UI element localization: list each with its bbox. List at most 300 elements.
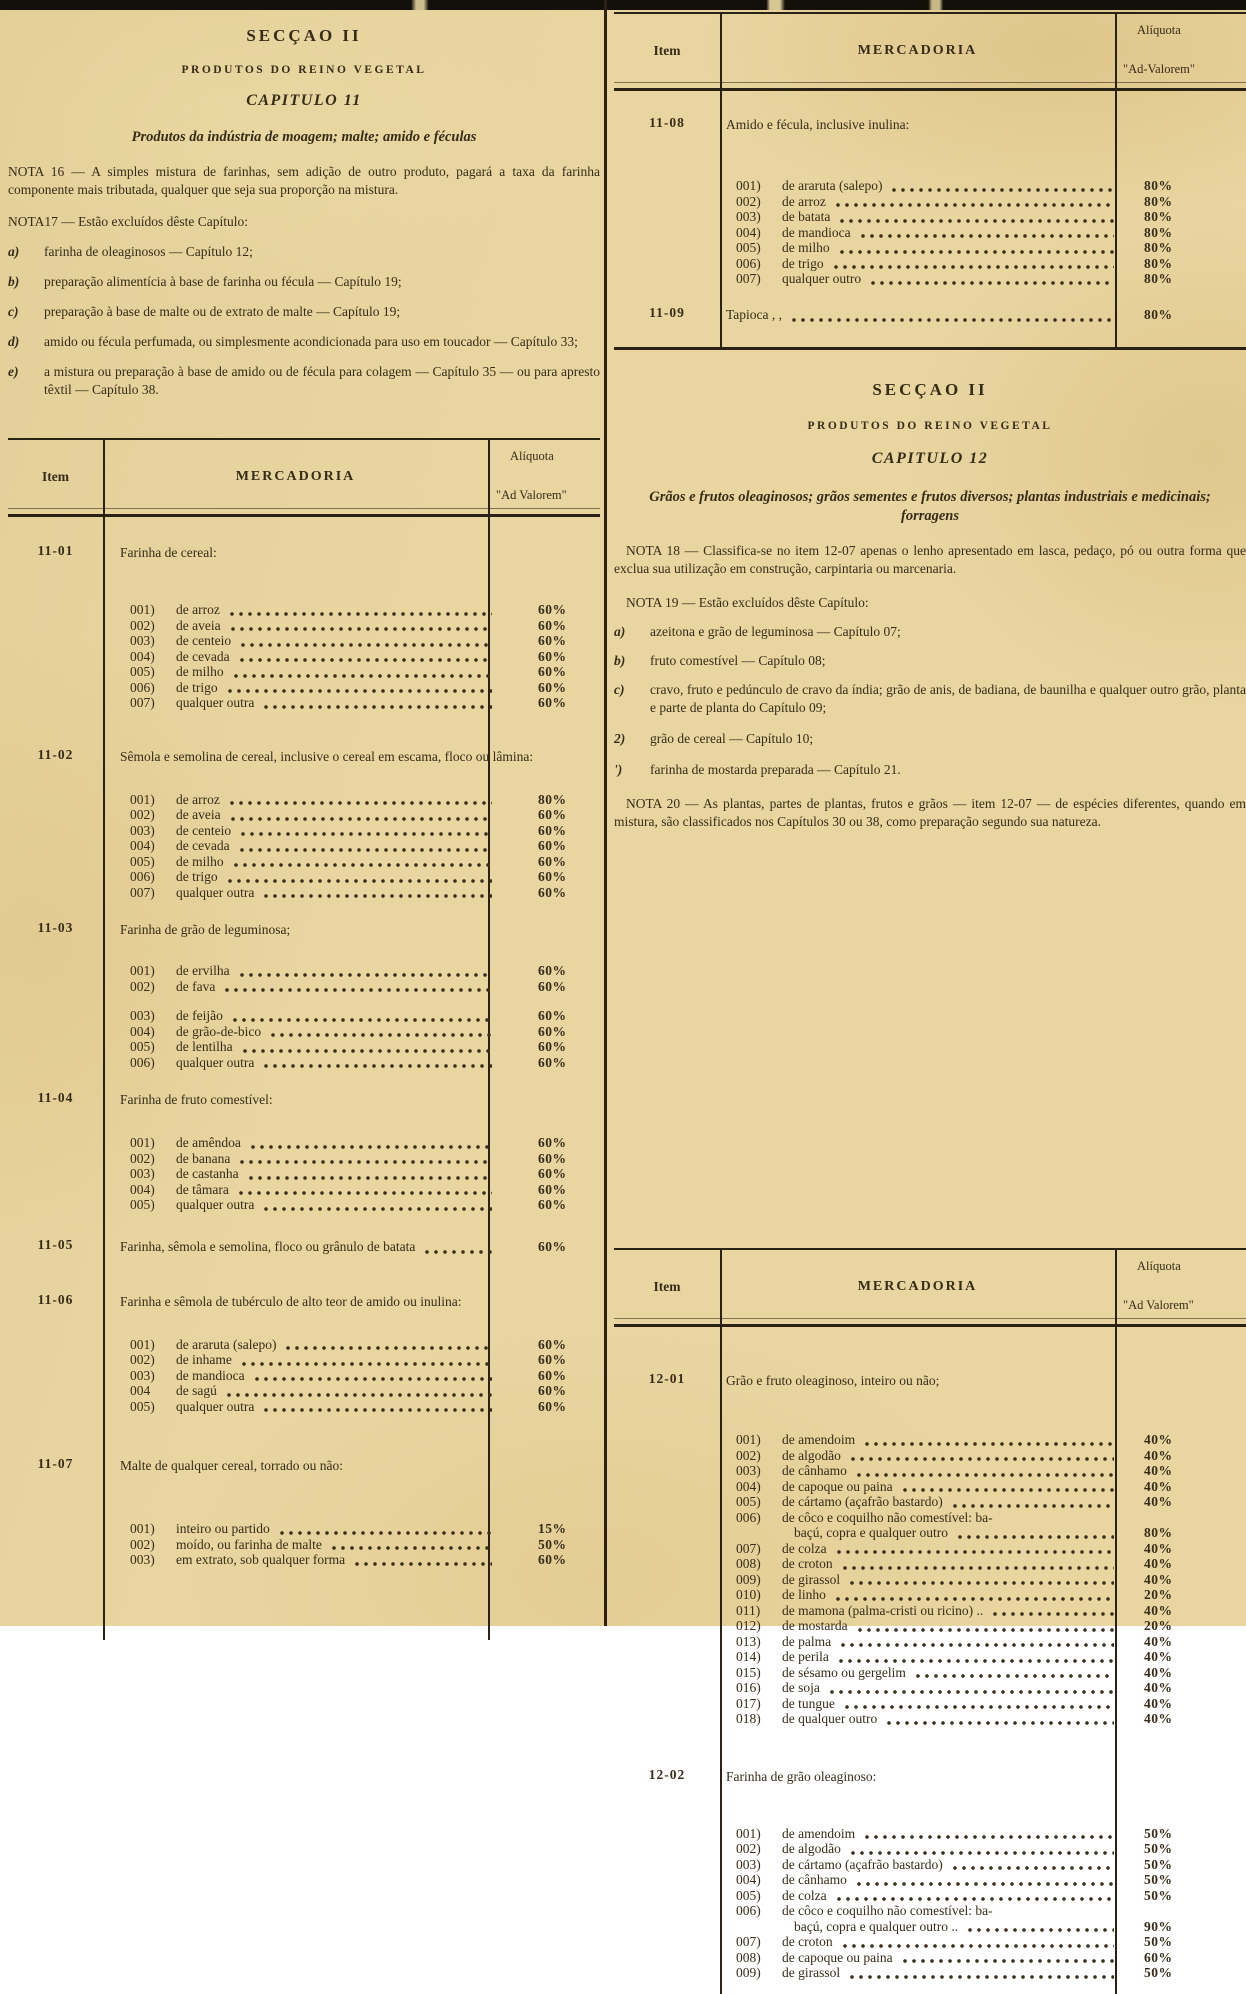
- row-code: 012): [736, 1618, 761, 1633]
- dotted-leader: [227, 1393, 492, 1397]
- entry-header: [8, 1237, 600, 1256]
- row-label: de trigo: [176, 869, 218, 884]
- row-rate: 50%: [1144, 1872, 1173, 1887]
- exclusion-letter: a): [8, 244, 20, 259]
- row-label: de cevada: [176, 648, 230, 664]
- row-label: de milho: [176, 664, 224, 679]
- chapter-12-title: Grãos e frutos oleaginosos; grãos sementes e frutos diversos; plantas industriais e medicinais; forragens: [649, 489, 1211, 524]
- tariff-row: [614, 256, 1246, 272]
- tariff-row: [614, 1541, 1246, 1557]
- tariff-row: [8, 1166, 600, 1182]
- row-rate: 60%: [538, 648, 567, 664]
- tariff-row: [8, 1383, 600, 1399]
- table-header: [614, 14, 1246, 91]
- exclusion-text: fruto comestível — Capítulo 08;: [650, 653, 826, 668]
- tariff-row: [8, 1197, 600, 1213]
- chapter-12-exclusion-list: [614, 623, 1246, 779]
- ad-valorem-label: "Ad Valorem": [1123, 1298, 1194, 1312]
- entry-item-number: 11-08: [649, 115, 685, 130]
- tariff-row: [8, 680, 600, 696]
- column-header-mercadoria: MERCADORIA: [857, 43, 978, 58]
- tariff-entry-11-04: [8, 1090, 600, 1213]
- right-column-text: [614, 380, 1246, 1248]
- exclusion-letter: 2): [614, 731, 626, 746]
- row-label: de croton: [782, 1934, 833, 1949]
- tariff-table-chapter-11: [8, 438, 600, 1640]
- row-rate: 50%: [1144, 1887, 1173, 1903]
- dotted-leader: [830, 1690, 1114, 1694]
- entry-header: [8, 747, 600, 766]
- row-label: de girassol: [782, 1965, 841, 1980]
- tariff-row: [8, 633, 600, 649]
- row-label: de cártamo (açafrão bastardo): [782, 1856, 943, 1872]
- row-rate: 40%: [1144, 1633, 1173, 1649]
- row-rate: 40%: [1144, 1478, 1173, 1494]
- row-rate: 40%: [1144, 1664, 1173, 1680]
- dotted-leader: [903, 1959, 1114, 1963]
- row-rate: 40%: [1144, 1695, 1173, 1711]
- row-code: 002): [130, 1536, 155, 1552]
- tariff-row: [614, 1510, 1246, 1526]
- row-label: de côco e coquilho não comestível: ba-: [782, 1903, 993, 1918]
- entry-rate: 80%: [1144, 306, 1173, 322]
- row-code: 003): [736, 209, 761, 224]
- row-label: de milho: [176, 853, 224, 869]
- entry-title: Malte de qualquer cereal, torrado ou não:: [120, 1458, 344, 1473]
- column-header-item: Item: [653, 43, 681, 58]
- tariff-row: [8, 823, 600, 839]
- exclusion-letter: b): [614, 653, 626, 668]
- row-label: de amêndoa: [176, 1135, 241, 1150]
- row-label: de grão-de-bico: [176, 1023, 262, 1039]
- tariff-row: [8, 1368, 600, 1384]
- row-label: de centeio: [176, 822, 232, 838]
- row-rate: 80%: [1144, 1525, 1173, 1540]
- dotted-leader: [228, 689, 492, 693]
- entry-title: Farinha de cereal:: [120, 545, 217, 560]
- tariff-row: [8, 869, 600, 885]
- row-code: 003): [130, 822, 155, 838]
- entry-item-number: 11-02: [37, 746, 74, 762]
- dotted-leader: [240, 658, 492, 662]
- entry-header: [614, 1767, 1246, 1786]
- exclusion-letter: '): [614, 762, 623, 777]
- dotted-leader: [264, 1207, 492, 1211]
- exclusion-text: a mistura ou preparação à base de amido ou de fécula para colagem — Capítulo 35 — ou para apresto têxtil — Capítulo 38.: [44, 364, 600, 397]
- dotted-leader: [231, 627, 492, 631]
- dotted-leader: [355, 1562, 492, 1566]
- entry-title: Amido e fécula, inclusive inulina:: [726, 117, 910, 132]
- row-label: de banana: [176, 1150, 231, 1166]
- column-header-aliquota: [488, 440, 600, 514]
- row-code: 001): [736, 1825, 761, 1841]
- row-code: 007): [736, 1934, 761, 1949]
- row-code: 001): [130, 1336, 155, 1352]
- chapter-11-heading: CAPITULO 11: [246, 92, 362, 109]
- row-label: de aveia: [176, 617, 221, 633]
- row-label: de trigo: [782, 255, 824, 271]
- tariff-row: [8, 1135, 600, 1151]
- row-code: 004): [130, 648, 155, 664]
- dotted-leader: [834, 265, 1114, 269]
- row-rate: 60%: [538, 1367, 567, 1383]
- tariff-entry-11-03: [8, 920, 600, 1070]
- tariff-row-continuation: [614, 1919, 1246, 1935]
- tariff-row: [614, 1634, 1246, 1650]
- row-code: 002): [736, 1447, 761, 1463]
- note-16: NOTA 16 — A simples mistura de farinhas, sem adição de outro produto, pagará a taxa da farinha componente mais tributada, qualquer que seja sua proporção na mistura.: [8, 164, 600, 197]
- dotted-leader: [968, 1928, 1114, 1932]
- tariff-row: [614, 271, 1246, 287]
- entry-title-text: Tapioca , ,: [726, 306, 783, 322]
- tariff-entry-12-02: [614, 1767, 1246, 1981]
- row-label: de capoque ou paina: [782, 1949, 893, 1965]
- row-label: de mandioca: [176, 1367, 245, 1383]
- entry-header: [8, 1292, 600, 1311]
- row-label: de milho: [782, 240, 830, 255]
- tariff-row: [614, 240, 1246, 256]
- aliquota-label: Alíquota: [1137, 23, 1181, 37]
- exclusion-item: [8, 273, 600, 291]
- row-label: de croton: [782, 1556, 833, 1571]
- dotted-leader: [225, 988, 492, 992]
- row-code: 010): [736, 1587, 761, 1602]
- exclusion-item: [614, 730, 1246, 748]
- exclusion-item: [614, 761, 1246, 779]
- table-header: [614, 1250, 1246, 1327]
- row-rate: 60%: [538, 617, 567, 633]
- left-column: [8, 12, 600, 1626]
- table-body: [614, 1327, 1246, 1981]
- exclusion-item: [8, 303, 600, 321]
- row-code: 006): [736, 1903, 761, 1918]
- ad-valorem-label: "Ad Valorem": [496, 488, 567, 502]
- row-code: 006): [130, 679, 155, 695]
- row-label: de soja: [782, 1680, 820, 1695]
- tariff-entry-11-06: [8, 1292, 600, 1415]
- entry-item-number: 11-09: [649, 304, 685, 320]
- right-column: [614, 12, 1246, 1980]
- column-header-mercadoria: MERCADORIA: [857, 1279, 978, 1294]
- aliquota-label: Alíquota: [510, 449, 554, 463]
- dotted-leader: [843, 1566, 1114, 1570]
- entry-title: Farinha de grão de leguminosa;: [120, 922, 291, 937]
- row-rate: 40%: [1144, 1463, 1173, 1478]
- row-rate: 60%: [538, 1181, 567, 1197]
- entry-item-number: 11-03: [37, 920, 74, 935]
- exclusion-item: [614, 623, 1246, 641]
- tariff-row: [8, 602, 600, 618]
- tariff-table-chapter-12: [614, 1248, 1246, 1994]
- tariff-entry-11-02: [8, 747, 600, 901]
- tariff-row: [8, 979, 600, 995]
- row-rate: 40%: [1144, 1540, 1173, 1556]
- row-code: 007): [130, 884, 155, 900]
- row-code: 001): [130, 602, 155, 617]
- dotted-leader: [280, 1531, 492, 1535]
- row-label: de arroz: [176, 791, 220, 807]
- tariff-row: [614, 1618, 1246, 1634]
- dotted-leader: [958, 1535, 1114, 1539]
- row-label: de aveia: [176, 807, 221, 822]
- entry-title: Grão e fruto oleaginoso, inteiro ou não;: [726, 1373, 940, 1388]
- exclusion-letter: c): [8, 304, 19, 319]
- row-label: de amendoim: [782, 1432, 856, 1447]
- row-label: qualquer outra: [176, 1398, 255, 1414]
- row-label: de capoque ou paina: [782, 1478, 893, 1494]
- tariff-table-chapter-11-continued: [614, 12, 1246, 350]
- entry-item-number: 12-02: [648, 1766, 686, 1782]
- dotted-leader: [241, 643, 492, 647]
- exclusion-text: preparação alimentícia à base de farinha ou fécula — Capítulo 19;: [44, 274, 402, 289]
- row-label: de cártamo (açafrão bastardo): [782, 1494, 943, 1509]
- row-code: 003): [130, 1367, 155, 1383]
- dotted-leader: [916, 1674, 1114, 1678]
- row-rate: 20%: [1144, 1618, 1173, 1633]
- tariff-row: [8, 664, 600, 680]
- row-label: de batata: [782, 209, 831, 224]
- row-code: 007): [130, 695, 155, 710]
- row-rate: 60%: [1144, 1949, 1173, 1965]
- tariff-row: [8, 1039, 600, 1055]
- tariff-row: [8, 649, 600, 665]
- row-rate: 60%: [538, 602, 567, 617]
- entry-rate: 60%: [538, 1238, 567, 1254]
- chapter-11-title: Produtos da indústria de moagem; malte; amido e féculas: [131, 129, 477, 145]
- dotted-leader: [234, 863, 492, 867]
- dotted-leader: [264, 705, 492, 709]
- table-body: [8, 517, 600, 1568]
- dotted-leader: [249, 1176, 492, 1180]
- row-code: 005): [130, 664, 155, 679]
- dotted-leader: [255, 1377, 492, 1381]
- tariff-entry-12-01: [614, 1371, 1246, 1727]
- tariff-row: [614, 1603, 1246, 1619]
- row-rate: 60%: [538, 1150, 567, 1166]
- row-code: 008): [736, 1556, 761, 1571]
- dotted-leader: [243, 1049, 492, 1053]
- row-label: qualquer outra: [176, 1197, 255, 1212]
- dotted-leader: [843, 1944, 1114, 1948]
- exclusion-item: [614, 652, 1246, 670]
- tariff-row: [8, 1182, 600, 1198]
- tariff-entry-11-07: [8, 1456, 600, 1568]
- tariff-row: [614, 1587, 1246, 1603]
- tariff-row: [8, 838, 600, 854]
- row-code: 006): [130, 1054, 155, 1070]
- entry-item-number: 11-06: [37, 1291, 74, 1307]
- row-rate: 60%: [538, 853, 567, 869]
- row-code: 018): [736, 1711, 761, 1726]
- tariff-row: [614, 178, 1246, 194]
- tariff-row: [8, 1352, 600, 1368]
- row-label: de arroz: [176, 602, 220, 617]
- row-code: 009): [736, 1965, 761, 1980]
- row-code: 001): [736, 178, 761, 193]
- entry-item-number: 11-05: [37, 1236, 74, 1252]
- dotted-leader: [271, 1033, 492, 1037]
- tariff-row: [614, 1826, 1246, 1842]
- dotted-leader: [240, 848, 492, 852]
- entry-item-number: 11-04: [37, 1090, 74, 1105]
- tariff-row: [8, 854, 600, 870]
- tariff-row: [614, 209, 1246, 225]
- exclusion-item: [614, 681, 1246, 717]
- tariff-row: [614, 1680, 1246, 1696]
- row-code: 003): [736, 1463, 761, 1478]
- row-code: 002): [736, 193, 761, 209]
- row-rate: 50%: [1144, 1965, 1173, 1980]
- dotted-leader: [836, 1597, 1114, 1601]
- dotted-leader: [840, 250, 1114, 254]
- row-code: 008): [736, 1949, 761, 1965]
- dotted-leader: [851, 1851, 1114, 1855]
- tariff-row: [614, 1494, 1246, 1510]
- row-label: de castanha: [176, 1166, 239, 1181]
- row-code: 001): [130, 791, 155, 807]
- tariff-row: [8, 1399, 600, 1415]
- row-rate: 15%: [538, 1521, 567, 1536]
- column-header-aliquota: [1115, 14, 1246, 88]
- tariff-row: [614, 1903, 1246, 1919]
- row-rate: 60%: [538, 1054, 567, 1070]
- row-label: moído, ou farinha de malte: [176, 1536, 322, 1552]
- row-label: de feijão: [176, 1008, 223, 1023]
- dotted-leader: [230, 801, 492, 805]
- page-top-border: [0, 0, 1246, 10]
- exclusion-item: [8, 243, 600, 261]
- tariff-row: [614, 194, 1246, 210]
- column-divider: [604, 0, 607, 1626]
- dotted-leader: [242, 1362, 492, 1366]
- row-label: de inhame: [176, 1352, 232, 1367]
- dotted-leader: [871, 281, 1114, 285]
- entry-item-number: 11-07: [37, 1456, 74, 1471]
- row-code: 005): [130, 1039, 155, 1054]
- row-rate: 20%: [1144, 1587, 1173, 1602]
- exclusion-item: [8, 333, 600, 351]
- section-heading: SECÇAO II: [872, 380, 988, 399]
- row-code: 015): [736, 1664, 761, 1680]
- tariff-row: [614, 1432, 1246, 1448]
- row-code: 004): [130, 1181, 155, 1197]
- row-rate: 80%: [1144, 178, 1173, 193]
- tariff-row: [8, 1008, 600, 1024]
- tariff-row: [8, 618, 600, 634]
- entry-header: [614, 115, 1246, 134]
- exclusion-letter: c): [614, 682, 625, 697]
- tariff-row: [614, 1556, 1246, 1572]
- dotted-leader: [850, 1581, 1114, 1585]
- row-rate: 40%: [1144, 1602, 1173, 1618]
- row-code: 003): [736, 1856, 761, 1872]
- column-header-mercadoria: MERCADORIA: [235, 469, 356, 484]
- section-subheading: PRODUTOS DO REINO VEGETAL: [807, 420, 1053, 432]
- column-header-item: Item: [653, 1279, 681, 1294]
- row-code: 002): [130, 978, 155, 994]
- dotted-leader: [233, 1018, 492, 1022]
- row-code: 004): [130, 838, 155, 853]
- tariff-row: [614, 1950, 1246, 1966]
- row-rate: 40%: [1144, 1556, 1173, 1571]
- tariff-entry-11-08: [614, 115, 1246, 287]
- row-label: de qualquer outro: [782, 1711, 878, 1726]
- tariff-row: [8, 1521, 600, 1537]
- row-code: 003): [130, 633, 155, 648]
- row-label: baçú, copra e qualquer outro ..: [794, 1918, 959, 1934]
- row-code: 004): [736, 1872, 761, 1887]
- row-rate: 60%: [538, 822, 567, 838]
- table-body: [614, 91, 1246, 324]
- row-rate: 50%: [1144, 1934, 1173, 1949]
- dotted-leader: [840, 219, 1114, 223]
- row-code: 009): [736, 1571, 761, 1587]
- tariff-row: [8, 1552, 600, 1568]
- tariff-row: [8, 695, 600, 711]
- row-label: de mamona (palma-cristi ou ricino) ..: [782, 1602, 984, 1618]
- row-code: 004): [736, 224, 761, 240]
- dotted-leader: [857, 1473, 1114, 1477]
- row-rate: 80%: [1144, 240, 1173, 255]
- ad-valorem-label: "Ad-Valorem": [1123, 62, 1195, 76]
- tariff-row: [8, 1055, 600, 1071]
- row-label: de trigo: [176, 679, 218, 695]
- exclusion-text: preparação à base de malte ou de extrato de malte — Capítulo 19;: [44, 304, 401, 319]
- dotted-leader: [837, 1897, 1114, 1901]
- row-code: 002): [736, 1841, 761, 1856]
- row-rate: 60%: [538, 869, 567, 884]
- dotted-leader: [836, 203, 1114, 207]
- row-rate: 40%: [1144, 1680, 1173, 1695]
- dotted-leader: [850, 1975, 1114, 1979]
- tariff-entry-11-01: [8, 543, 600, 711]
- row-rate: 40%: [1144, 1571, 1173, 1587]
- tariff-entry-11-05: [8, 1237, 600, 1256]
- row-label: de amendoim: [782, 1825, 856, 1841]
- tariff-row: [8, 807, 600, 823]
- entry-header: [8, 543, 600, 562]
- row-rate: 60%: [538, 1352, 567, 1367]
- tariff-row: [614, 1649, 1246, 1665]
- dotted-leader: [865, 1442, 1114, 1446]
- tariff-row: [614, 1965, 1246, 1981]
- row-label: de algodão: [782, 1447, 841, 1463]
- tariff-row: [614, 1572, 1246, 1588]
- row-code: 003): [130, 1166, 155, 1181]
- row-rate: 80%: [1144, 224, 1173, 240]
- dotted-leader: [892, 188, 1114, 192]
- column-header-item: Item: [42, 469, 69, 484]
- row-code: 004: [130, 1383, 151, 1398]
- row-code: 017): [736, 1695, 761, 1711]
- row-rate: 40%: [1144, 1494, 1173, 1509]
- column-header-aliquota: [1115, 1250, 1246, 1324]
- dotted-leader: [839, 1659, 1114, 1663]
- dotted-leader: [228, 879, 492, 883]
- entry-title: Sêmola e semolina de cereal, inclusive o cereal em escama, floco ou lâmina:: [120, 748, 534, 764]
- row-rate: 50%: [538, 1536, 567, 1552]
- tariff-row: [8, 963, 600, 979]
- row-code: 005): [130, 853, 155, 869]
- note-19: NOTA 19 — Estão excluídos dêste Capítulo:: [626, 595, 869, 610]
- dotted-leader: [264, 1408, 492, 1412]
- tariff-row: [8, 1151, 600, 1167]
- tariff-row: [614, 1448, 1246, 1464]
- row-rate: 80%: [538, 791, 567, 807]
- row-rate: 80%: [1144, 255, 1173, 271]
- exclusion-text: azeitona e grão de leguminosa — Capítulo 07;: [650, 624, 901, 639]
- tariff-row: [614, 1934, 1246, 1950]
